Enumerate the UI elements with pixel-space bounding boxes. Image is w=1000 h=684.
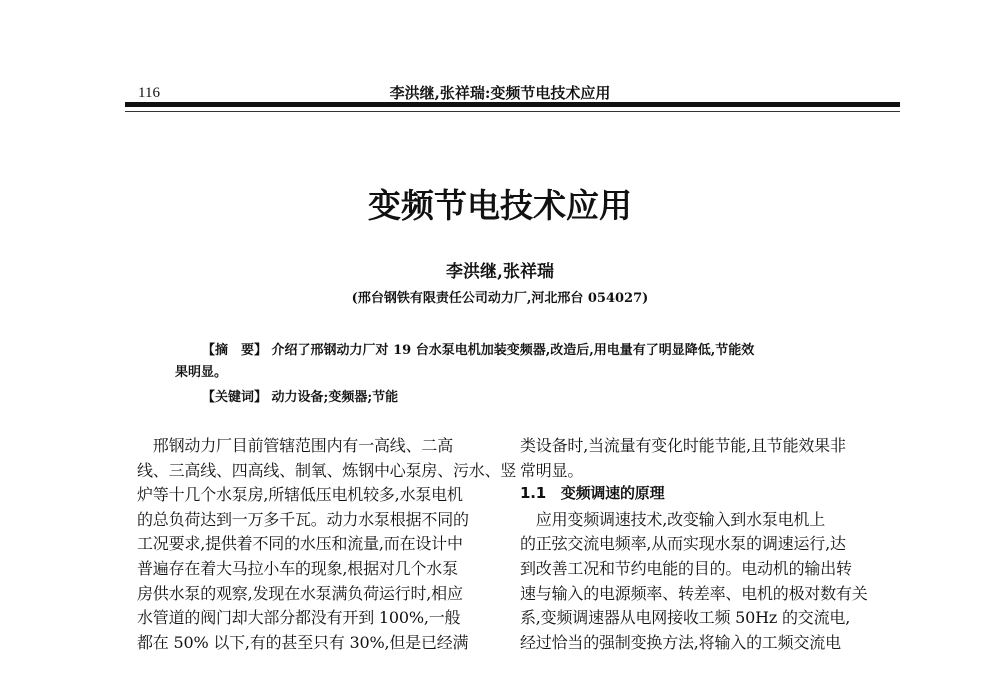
body-line: 类设备时,当流量有变化时能节能,且节能效果非	[520, 436, 846, 455]
article-title: 变频节电技术应用	[368, 186, 632, 225]
body-line: 常明显。	[520, 460, 584, 480]
page-number: 116	[138, 85, 160, 101]
section-heading: 1.1 变频调速的原理	[520, 484, 665, 503]
affiliation: (邢台钢铁有限责任公司动力厂,河北邢台 054027)	[351, 291, 649, 306]
body-line: 工况要求,提供着不同的水压和流量,而在设计中	[137, 534, 463, 554]
body-line: 应用变频调速技术,改变输入到水泵电机上	[520, 509, 826, 529]
abstract-line-1	[202, 339, 754, 358]
authors: 李洪继,张祥瑞	[446, 262, 554, 282]
body-line: 普遍存在着大马拉小车的现象,根据对几个水泵	[137, 559, 458, 578]
body-line: 的总负荷达到一万多千瓦。动力水泵根据不同的	[137, 509, 469, 529]
body-line: 系,变频调速器从电网接收工频 50Hz 的交流电,	[520, 608, 851, 628]
keywords-label: 【关键词】	[202, 390, 268, 405]
body-line: 到改善工况和节约电能的目的。电动机的输出转	[520, 559, 852, 578]
running-header: 李洪继,张祥瑞:变频节电技术应用	[389, 84, 611, 102]
body-line: 的正弦交流电频率,从而实现水泵的调速运行,达	[520, 534, 846, 554]
header-rule-thick	[125, 102, 900, 107]
keywords-text: 动力设备;变频器;节能	[271, 390, 399, 405]
body-line: 房供水泵的观察,发现在水泵满负荷运行时,相应	[137, 583, 463, 603]
keywords	[202, 386, 398, 405]
body-line: 经过恰当的强制变换方法,将输入的工频交流电	[520, 632, 841, 652]
body-line: 邢钢动力厂目前管辖范围内有一高线、二高	[137, 436, 454, 455]
header-rule-thin	[125, 111, 900, 112]
body-line: 速与输入的电源频率、转差率、电机的极对数有关	[520, 583, 868, 603]
body-line: 炉等十几个水泵房,所辖低压电机较多,水泵电机	[137, 485, 463, 505]
body-line: 线、三高线、四高线、制氧、炼钢中心泵房、污水、竖	[137, 460, 517, 480]
abstract-line-2: 果明显。	[175, 365, 228, 380]
abstract-label: 【摘 要】	[202, 343, 268, 358]
body-line: 水管道的阀门却大部分都没有开到 100%,一般	[137, 608, 461, 628]
body-line: 都在 50% 以下,有的甚至只有 30%,但是已经满	[137, 632, 469, 652]
abstract-text: 介绍了邢钢动力厂对 19 台水泵电机加装变频器,改造后,用电量有了明显降低,节能效	[271, 343, 755, 358]
